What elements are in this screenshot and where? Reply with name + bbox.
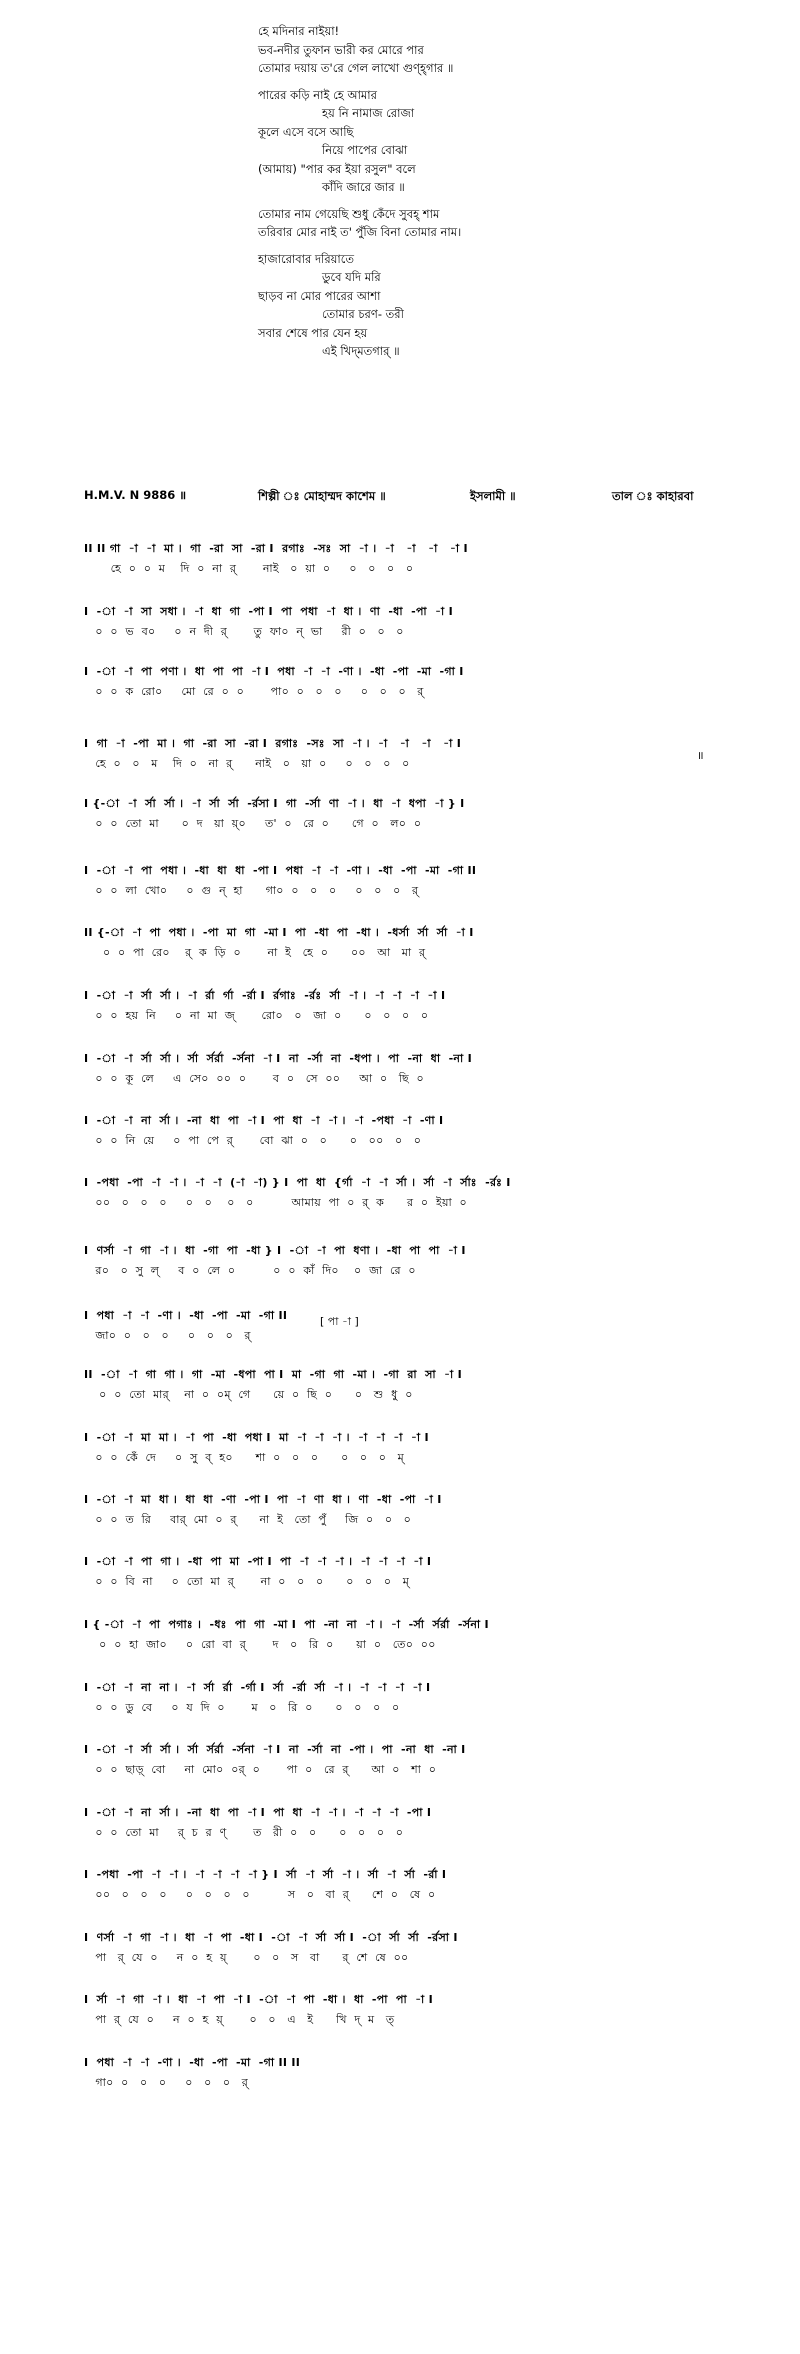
lyric-line: পারের কড়ি নাই হে আমার	[258, 87, 377, 102]
song-lyrics	[258, 22, 718, 361]
lyric-line: সবার শেষে পার যেন হয়	[258, 325, 368, 340]
swara-line: I -া -া র্সা র্সা । -া র্রা র্গা -র্রা I র্রগাঃ -র্রঃ র্সা -া । -া -া -া -া I	[84, 989, 446, 1002]
swara-line: I -পধা -পা -া -া । -া -া -া -া } I র্সা -া র্সা -া । র্সা -া র্সা -র্রা I	[84, 1868, 447, 1881]
lyric-line: তোমার দয়ায় ত'রে গেল লাখো গুণ্‌হ্‌গার ॥	[258, 61, 454, 75]
swara-line: I ণর্সা -া গা -া । ধা -গা পা -ধা } I -া -া পা ধণা । -ধা পা পা -া I	[84, 1244, 466, 1257]
lyric-syllable-line: ০ ০ বি না ০ তো মা র্ না ০ ০ ০ ০ ০ ০ ম্	[84, 1575, 410, 1588]
lyric-syllable-line: হে ০ ০ ম দি ০ না র্ নাই ০ য়া ০ ০ ০ ০ ০	[84, 757, 410, 770]
lyric-line: তরিবার মোর নাই ত' পুঁজি বিনা তোমার নাম।	[258, 225, 462, 239]
lyric-syllable-line: ০ ০ হা জা০ ০ রো বা র্ দ ০ রি ০ য়া ০ তে০ ০০	[84, 1638, 436, 1651]
swara-line: II II গা -া -া মা । গা -রা সা -রা I রগাঃ -সঃ সা -া । -া -া -া -া I	[84, 542, 468, 555]
swara-line: I -পধা -পা -া -া । -া -া (-া -া) } I পা ধা {র্গা -া -া র্সা । র্সা -া র্সাঃ -র্রঃ I	[84, 1176, 511, 1189]
swara-line: I -া -া র্সা র্সা । র্সা র্সর্রা -র্সনা -া I না -র্সা না -ধপা । পা -না ধা -না I	[84, 1052, 473, 1065]
swara-line: I -া -া র্সা র্সা । র্সা র্সর্রা -র্সনা -া I না -র্সা না -পা । পা -না ধা -না I	[84, 1743, 466, 1756]
lyric-syllable-line: ০ ০ কেঁ দে ০ সু ব্ হ০ শা ০ ০ ০ ০ ০ ০ ম্	[84, 1451, 405, 1464]
lyric-line: ডুবে যদি মরি	[322, 270, 381, 284]
swara-line: I ণর্সা -া গা -া । ধা -া পা -ধা I -া -া র্সা র্সা I -া র্সা র্সা -র্রসা I	[84, 1931, 458, 1944]
lyric-syllable-line: ০ ০ লা খো০ ০ গু ন্ হা গা০ ০ ০ ০ ০ ০ ০ র্	[84, 884, 419, 897]
swara-line: I -া -া মা ধা । ধা ধা -ণা -পা I পা -া ণা ধা । ণা -ধা -পা -া I	[84, 1493, 442, 1506]
swara-line: I -া -া না র্সা । -না ধা পা -া I পা ধা -া -া । -া -া -া -পা I	[84, 1806, 432, 1819]
lyric-syllable-line: জা০ ০ ০ ০ ০ ০ ০ র্	[84, 1329, 251, 1342]
lyric-syllable-line: ০ ০ ত রি বার্ মো ০ র্ না ই তো পুঁ জি ০ ০ ০	[84, 1513, 412, 1526]
lyric-syllable-line: হে ০ ০ ম দি ০ না র্ নাই ০ য়া ০ ০ ০ ০ ০	[84, 562, 414, 575]
lyric-syllable-line: ০০ ০ ০ ০ ০ ০ ০ ০ স ০ বা র্ শে ০ ষে ০	[84, 1888, 436, 1901]
lyric-line: (আমায়) "পার কর ইয়া রসুল" বলে	[258, 161, 416, 176]
lyric-syllable-line: ০ ০ নি য়ে ০ পা পে র্ বো ঝা ০ ০ ০ ০০ ০ ০	[84, 1134, 422, 1147]
swara-line: I { -া -া পা পগাঃ । -ধঃ পা গা -মা I পা -না না -া । -া -র্সা র্সর্রা -র্সনা I	[84, 1618, 489, 1631]
lyric-line: হাজারোবার দরিয়াতে	[258, 251, 355, 266]
lyric-syllable-line: ০ ০ ভ ব০ ০ ন দী র্ তু ফা০ ন্ ভা রী ০ ০ ০	[84, 625, 404, 638]
lyric-line: এই খিদ্‌মতগার্ ॥	[322, 344, 400, 358]
swara-line: I পধা -া -া -ণা । -ধা -পা -মা -গা II	[84, 1309, 288, 1322]
genre-label: ইসলামী ॥	[470, 489, 516, 503]
lyric-syllable-line: ০ ০ ছাড়্ বো না মো০ ০র্ ০ পা ০ রে র্ আ ০ শা ০	[84, 1763, 437, 1776]
lyric-syllable-line: ০ ০ কূ লে এ সে০ ০০ ০ ব ০ সে ০০ আ ০ ছি ০	[84, 1072, 424, 1085]
lyric-syllable-line: পা র্ যে ০ ন ০ হ য়্ ০ ০ এ ই খি দ্ ম ত্	[84, 2013, 395, 2026]
swara-line: I -া -া মা মা । -া পা -ধা পধা I মা -া -া -া । -া -া -া -া I	[84, 1431, 429, 1444]
lyric-syllable-line: ০০ ০ ০ ০ ০ ০ ০ ০ আমায় পা ০ র্ ক র ০ ইয়া ০	[84, 1196, 467, 1209]
lyric-line: কূলে এসে বসে আছি	[258, 124, 354, 139]
lyric-line: নিয়ে পাপের বোঝা	[322, 143, 408, 157]
lyric-syllable-line: ০ ০ ডু বে ০ য দি ০ ম ০ রি ০ ০ ০ ০ ০	[84, 1701, 400, 1714]
swara-line: II {-া -া পা পধা । -পা মা গা -মা I পা -ধা পা -ধা । -ধর্সা র্সা র্সা -া I	[84, 926, 474, 939]
swara-line: I -া -া সা সধা । -া ধা গা -পা I পা পধা -া ধা । ণা -ধা -পা -া I	[84, 605, 454, 618]
lyric-line: হে মদিনার নাইয়া!	[258, 24, 340, 38]
section-end-mark: ॥	[697, 749, 704, 762]
swara-line: I -া -া পা পণা । ধা পা পা -া I পধা -া -া -ণা । -ধা -পা -মা -গা I	[84, 665, 464, 678]
lyric-syllable-line: গা০ ০ ০ ০ ০ ০ ০ র্	[84, 2076, 249, 2089]
swara-line: I র্সা -া গা -া । ধা -া পা -া I -া -া পা -ধা । ধা -পা পা -া I	[84, 1993, 434, 2006]
lyric-line: ছাড়ব না মোর পারের আশা	[258, 288, 381, 303]
lyric-line: কাঁদি জারে জার ॥	[322, 180, 405, 194]
swara-line: I -া -া না না । -া র্সা র্রা -র্গা I র্সা -র্রা র্সা -া । -া -া -া -া I	[84, 1681, 431, 1694]
lyric-syllable-line: ০ ০ হয় নি ০ না মা জ্ রো০ ০ জা ০ ০ ০ ০ ০	[84, 1009, 429, 1022]
swara-line: I গা -া -পা মা । গা -রা সা -রা I রগাঃ -সঃ সা -া । -া -া -া -া I	[84, 737, 462, 750]
artist-name: শিল্পী ঃ মোহাম্মদ কাশেম ॥	[258, 489, 386, 503]
lyric-syllable-line: পা র্ যে ০ ন ০ হ য়্ ০ ০ স বা র্ শে ষে ০০	[84, 1951, 409, 1964]
swara-line: I -া -া পা গা । -ধা পা মা -পা I পা -া -া -া । -া -া -া -া I	[84, 1555, 432, 1568]
swara-line: I -া -া পা পধা । -ধা ধা ধা -পা I পধা -া -া -ণা । -ধা -পা -মা -গা II	[84, 864, 477, 877]
lyric-line: হয় নি নামাজ রোজা	[322, 106, 415, 120]
lyric-line: তোমার নাম গেয়েছি শুধু কেঁদে সুবহ্‌ শাম	[258, 206, 440, 221]
lyric-syllable-line: র০ ০ সু ল্ ব ০ লে ০ ০ ০ কাঁ দি০ ০ জা রে ০	[84, 1264, 416, 1277]
lyric-line: তোমার চরণ- তরী	[322, 307, 404, 321]
swara-line: II -া -া গা গা । গা -মা -ধপা পা I মা -গা গা -মা । -গা রা সা -া I	[84, 1368, 463, 1381]
swara-line: I {-া -া র্সা র্সা । -া র্সা র্সা -র্রসা I গা -র্সা ণা -া । ধা -া ধপা -া } I	[84, 797, 465, 810]
record-info	[0, 488, 800, 508]
lyric-syllable-line: ০ ০ পা রে০ র্ ক ড়ি ০ না ই হে ০ ০০ আ মা র্	[84, 946, 426, 959]
lyric-syllable-line: ০ ০ ক রো০ মো রে ০ ০ পা০ ০ ০ ০ ০ ০ ০ র্	[84, 685, 424, 698]
alternate-note-bracket: [ পা -া ]	[320, 1315, 359, 1328]
tala-label: তাল ঃ কাহারবা	[612, 489, 694, 503]
lyric-syllable-line: ০ ০ তো মার্ না ০ ০ম্ গে য়ে ০ ছি ০ ০ শু ধু ০	[84, 1388, 413, 1401]
swara-line: I -া -া না র্সা । -না ধা পা -া I পা ধা -া -া । -া -পধা -া -ণা I	[84, 1114, 444, 1127]
lyric-syllable-line: ০ ০ তো মা ০ দ য়া য়্০ ত' ০ রে ০ গে ০ ল০ ০	[84, 817, 422, 830]
lyric-line: ভব-নদীর তুফান ভারী কর মোরে পার	[258, 42, 424, 57]
lyric-syllable-line: ০ ০ তো মা র্ চ র ণ্ ত রী ০ ০ ০ ০ ০ ০	[84, 1826, 404, 1839]
swara-line: I পধা -া -া -ণা । -ধা -পা -মা -গা II II	[84, 2056, 301, 2069]
record-number: H.M.V. N 9886 ॥	[84, 488, 187, 502]
